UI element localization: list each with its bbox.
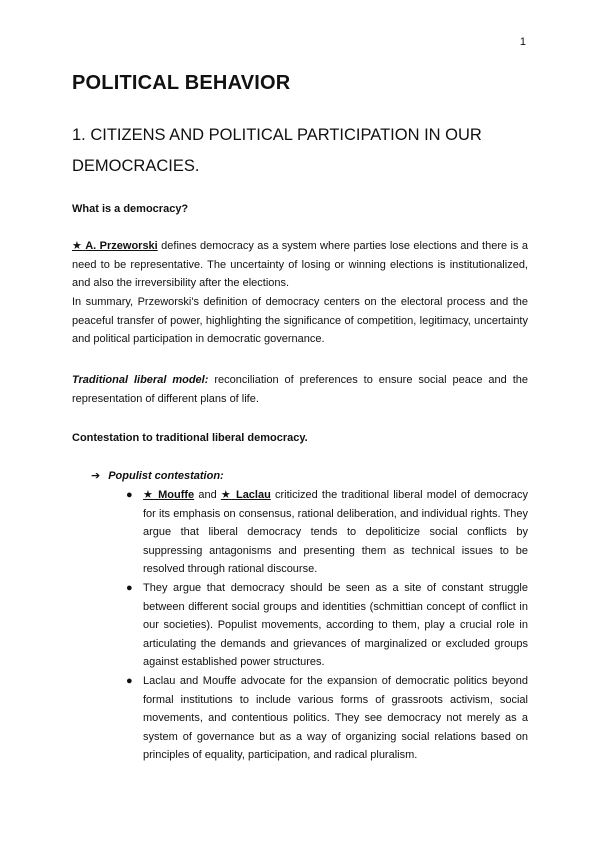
laclau-link[interactable] <box>221 489 271 501</box>
przeworski-link[interactable] <box>72 240 158 252</box>
star-icon: ★ <box>143 489 154 501</box>
star-icon: ★ <box>72 240 83 252</box>
list-item <box>126 579 528 672</box>
mouffe-link[interactable] <box>143 489 194 501</box>
summary-paragraph: In summary, Przeworski's definition of democracy centers on the electoral process and the peaceful transfer of power, highlighting the significance of competition, legitimacy, uncertainty and political participation in democratic governance. <box>72 296 528 346</box>
populist-bullet-list <box>126 486 528 765</box>
bullet-text: Laclau and Mouffe advocate for the expansion of democratic politics beyond formal institutions to include various forms of grassroots activism, social movements, and contentious politics. They see democracy not merely as a system of governance but as a way of organizing social relations based on principles of equality, participation, and radical pluralism. <box>143 674 528 762</box>
list-item <box>126 486 528 579</box>
bullet-text: criticized the traditional liberal model of democracy for its emphasis on consensus, rational deliberation, and individual rights. They argue that liberal democracy tends to depoliticize social conflicts by suppressing antagonisms and presenting them as technical issues to be resolved through rational discourse. <box>143 489 528 576</box>
section-heading: 1. CITIZENS AND POLITICAL PARTICIPATION IN OUR DEMOCRACIES. <box>72 126 482 175</box>
liberal-model-label: Traditional liberal model: <box>72 374 209 386</box>
laclau-name: Laclau <box>235 489 271 501</box>
bullet-icon: ● <box>126 674 133 687</box>
przeworski-name: A. Przeworski <box>85 240 158 252</box>
liberal-model-text: reconciliation of preferences to ensure social peace and the representation of different plans of life. <box>72 374 528 405</box>
przeworski-text: defines democracy as a system where parties lose elections and there is a need to be representative. The uncertainty of losing or winning elections is institutionalized, and also the irreversibility after the elections. <box>72 240 528 290</box>
arrow-right-icon: ➔ <box>91 470 101 482</box>
connector-text: and <box>194 489 221 501</box>
list-item <box>126 672 528 765</box>
populist-heading <box>91 467 224 486</box>
bullet-icon: ● <box>126 581 133 594</box>
bullet-icon: ● <box>126 489 133 501</box>
liberal-model-paragraph <box>72 371 528 408</box>
contestation-heading: Contestation to traditional liberal democracy. <box>72 432 308 444</box>
question-heading: What is a democracy? <box>72 203 189 215</box>
document-title: POLITICAL BEHAVIOR <box>72 72 291 94</box>
bullet-text: They argue that democracy should be seen as a site of constant struggle between different social groups and identities (schmittian concept of conflict in our societies). Populist movements, according to them, play a crucial role in articulating the demands and grievances of marginalized or excluded groups against established power structures. <box>143 581 528 669</box>
populist-label: Populist contestation: <box>108 470 224 482</box>
page-number: 1 <box>519 36 526 48</box>
mouffe-name: Mouffe <box>158 489 195 501</box>
star-icon: ★ <box>220 489 232 501</box>
przeworski-paragraph <box>72 237 528 293</box>
